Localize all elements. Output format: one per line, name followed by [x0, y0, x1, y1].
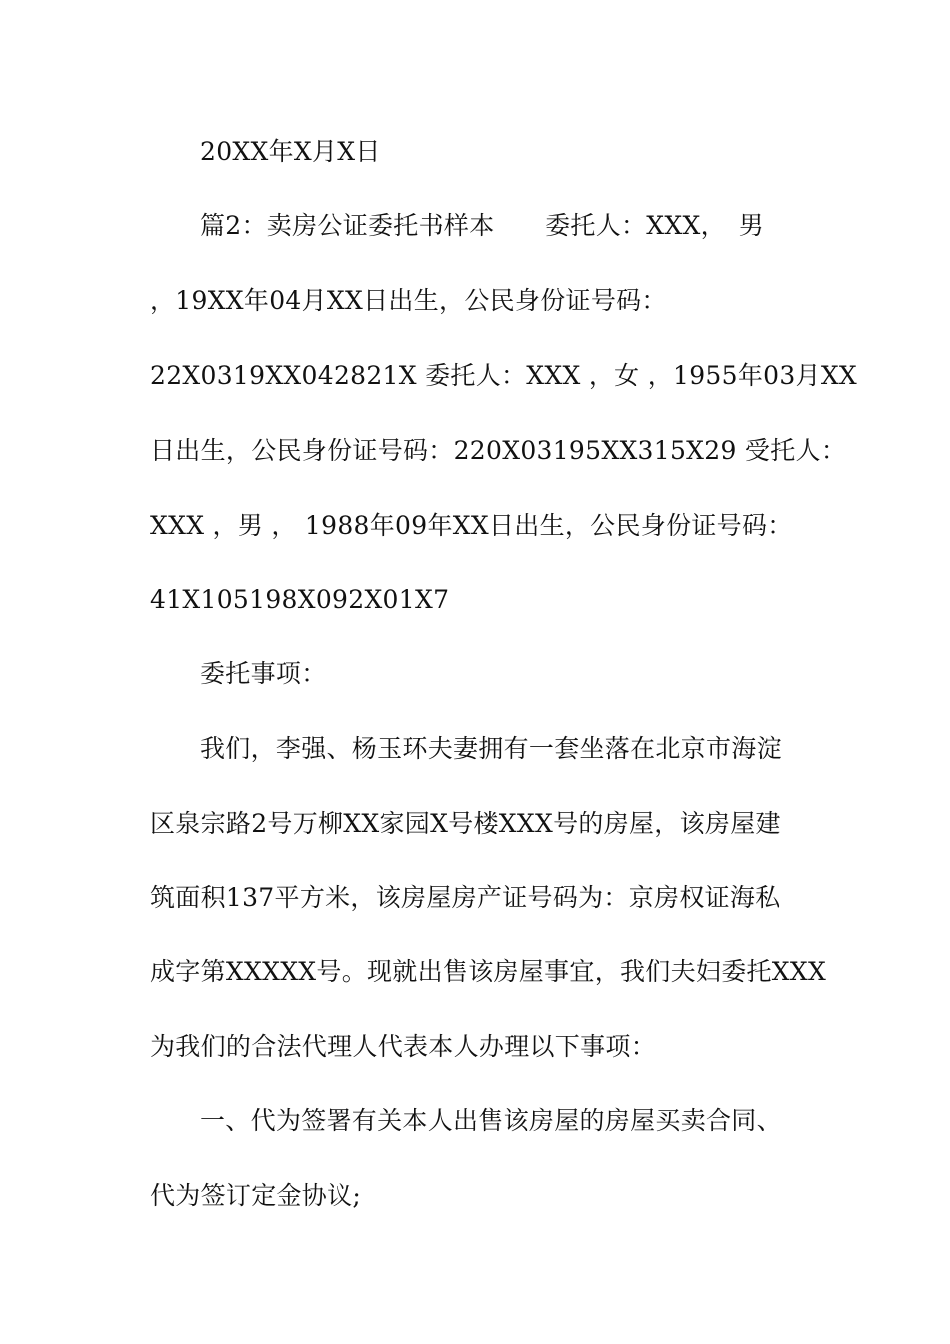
paragraph-line: 筑面积137平方米，该房屋房产证号码为：京房权证海私 [150, 883, 781, 912]
item-line: 代为签订定金协议; [150, 1181, 362, 1210]
heading-line: 篇2：卖房公证委托书样本 委托人：XXX， 男 [200, 211, 765, 240]
item-line: 一、代为签署有关本人出售该房屋的房屋买卖合同、 [200, 1106, 782, 1135]
paragraph-line: 我们，李强、杨玉环夫妻拥有一套坐落在北京市海淀 [200, 734, 782, 763]
text-line: XXX ，男 ， 1988年09年XX日出生，公民身份证号码： [150, 511, 793, 540]
paragraph-line: 为我们的合法代理人代表本人办理以下事项： [150, 1032, 657, 1061]
paragraph-line: 成字第XXXXX号。现就出售该房屋事宜，我们夫妇委托XXX [150, 957, 827, 986]
date-line: 20XX年X月X日 [200, 137, 381, 166]
text-line: ，19XX年04月XX日出生，公民身份证号码： [150, 286, 667, 315]
paragraph-line: 区泉宗路2号万柳XX家园X号楼XXX号的房屋，该房屋建 [150, 809, 781, 838]
text-line: 日出生，公民身份证号码：220X03195XX315X29 受托人： [150, 436, 847, 465]
text-line: 41X105198X092X01X7 [150, 585, 450, 614]
text-line: 22X0319XX042821X 委托人：XXX ，女 ，1955年03月XX [150, 361, 858, 390]
section-title: 委托事项： [200, 659, 327, 688]
